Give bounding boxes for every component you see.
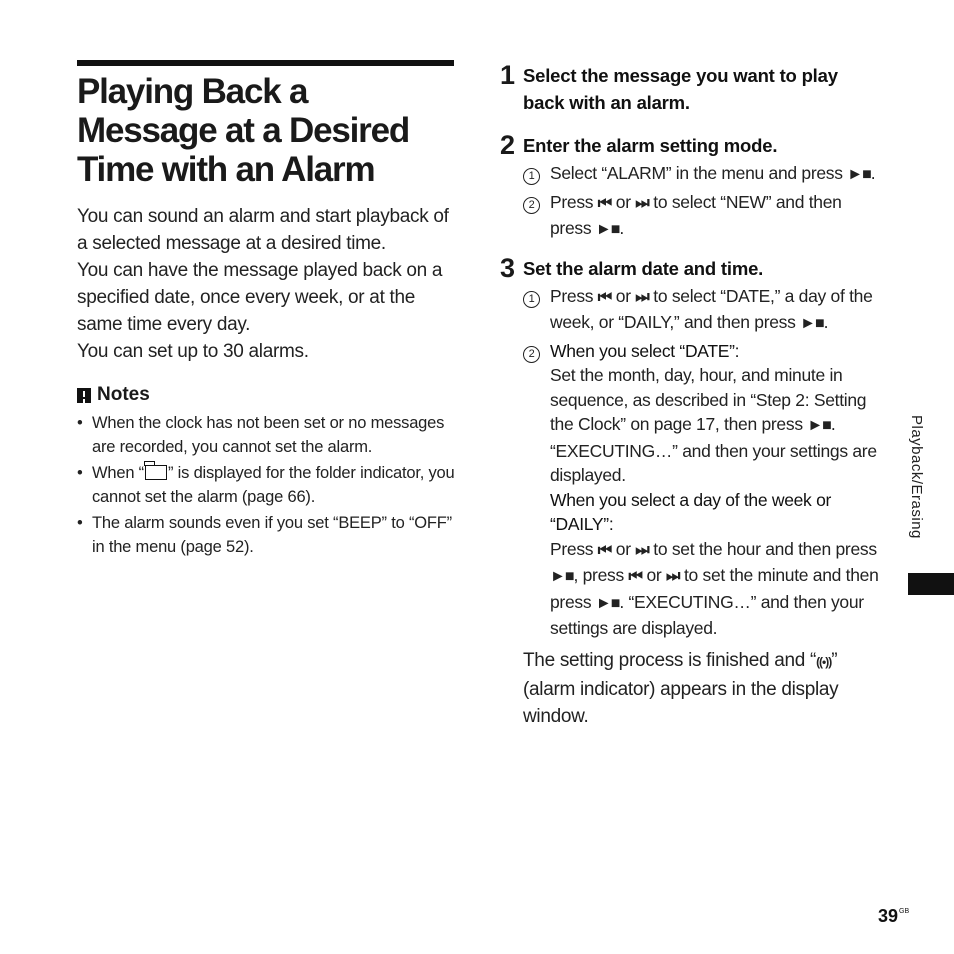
note-item — [77, 412, 457, 459]
note-item — [77, 462, 457, 509]
closing-text — [523, 647, 880, 730]
note-text: ” is displayed for the folder indicator, you cannot set the alarm (page 66). — [92, 464, 455, 506]
left-column — [77, 60, 457, 562]
step-3-substeps — [523, 284, 880, 641]
notes-list — [77, 412, 457, 559]
page-suffix: GB — [899, 908, 910, 915]
closing-text-part: ” (alarm indicator) appears in the display window. — [523, 649, 839, 727]
substep-marker — [523, 190, 550, 243]
substep-marker — [523, 161, 550, 188]
notes-heading — [77, 384, 457, 406]
substep-text: or — [615, 191, 631, 212]
substep — [523, 190, 880, 243]
substep — [523, 284, 880, 337]
substep-number: 2 — [523, 346, 540, 363]
substep-text: or — [615, 538, 631, 559]
substep-text: to select “DATE,” a day of the week, or “DAILY,” and then press — [550, 285, 873, 332]
substep — [523, 161, 880, 188]
play-stop-icon: ►■ — [550, 568, 574, 585]
substep-paragraph — [550, 363, 880, 488]
substep-text: , press — [573, 565, 624, 585]
right-column — [500, 62, 880, 730]
next-track-icon: ⏭ — [665, 568, 680, 585]
step-2 — [500, 132, 880, 159]
substep-marker — [523, 339, 550, 641]
closing-text-part: The setting process is finished and “ — [523, 649, 817, 671]
substep-text: Set the month, day, hour, and minute in sequence, as described in “Step 2: Setting the Clock” on page 17, then press — [550, 365, 867, 434]
substep-body — [550, 339, 880, 641]
substep-text: or — [615, 285, 631, 306]
substep-text: Press — [550, 191, 594, 212]
step-number: 1 — [500, 60, 516, 90]
alarm-indicator-icon: ((•)) — [816, 654, 832, 669]
section-tab-marker — [908, 573, 954, 595]
intro-text — [77, 203, 457, 365]
substep-text: . “EXECUTING…” and then your settings are displayed. — [550, 414, 877, 485]
previous-track-icon: ⏮ — [597, 541, 612, 559]
substep-number: 2 — [523, 197, 540, 214]
step-number: 3 — [500, 252, 516, 283]
note-text: When “ — [92, 464, 144, 482]
step-1 — [500, 62, 880, 116]
substep-body: Press ⏮ or ⏭ to select “DATE,” a day of the week, or “DAILY,” and then press ►■. — [550, 285, 873, 332]
substep-marker — [523, 284, 550, 337]
note-icon — [77, 388, 91, 403]
substep-text: Press — [550, 285, 594, 306]
step-2-substeps — [523, 161, 880, 243]
title-line-1: Playing Back a — [77, 72, 308, 111]
play-stop-icon: ►■ — [595, 221, 620, 238]
play-stop-icon: ►■ — [800, 315, 824, 332]
substep-text: . “EXECUTING…” and then your settings are displayed. — [550, 591, 864, 638]
play-stop-icon: ►■ — [847, 166, 871, 183]
note-text: When the clock has not been set or no messages are recorded, you cannot set the alarm. — [92, 414, 445, 456]
note-text: The alarm sounds even if you set “BEEP” to “OFF” in the menu (page 52). — [92, 514, 452, 556]
folder-icon — [145, 465, 167, 480]
substep-heading: When you select “DATE”: — [550, 340, 740, 361]
previous-track-icon: ⏮ — [597, 194, 612, 212]
substep-body: Press ⏮ or ⏭ to select “NEW” and then press ►■. — [550, 191, 842, 238]
title-line-3: Time with an Alarm — [77, 150, 375, 189]
substep-number: 1 — [523, 291, 540, 308]
substep-text: to set the minute and then press — [550, 565, 879, 612]
notes-heading-label: Notes — [97, 384, 150, 405]
intro-paragraph-1: You can sound an alarm and start playback of a selected message at a desired time. — [77, 206, 449, 254]
step-title: Set the alarm date and time. — [523, 257, 764, 279]
page-number-value: 39 — [878, 906, 899, 926]
page-title — [77, 72, 457, 189]
intro-paragraph-2: You can have the message played back on a specified date, once every week, or at the same time every day. — [77, 260, 443, 335]
step-title: Enter the alarm setting mode. — [523, 135, 778, 156]
previous-track-icon: ⏮ — [597, 288, 612, 306]
substep-text: to select “NEW” and then press — [550, 191, 842, 238]
substep — [523, 339, 880, 641]
next-track-icon: ⏭ — [635, 288, 649, 306]
substep-text: to set the hour and then press — [653, 538, 877, 559]
play-stop-icon: ►■ — [807, 417, 831, 434]
page-number — [878, 906, 909, 927]
substep-number: 1 — [523, 168, 540, 185]
substep-body: Select “ALARM” in the menu and press ►■. — [550, 163, 876, 183]
title-rule — [77, 60, 454, 66]
section-side-label: Playback/Erasing — [908, 415, 925, 539]
play-stop-icon: ►■ — [595, 594, 620, 612]
substep-heading: When you select a day of the week or “DAILY”: — [550, 489, 832, 534]
substep-text: Select “ALARM” in the menu and press — [550, 163, 843, 183]
substep-paragraph — [550, 537, 880, 641]
next-track-icon: ⏭ — [635, 194, 649, 212]
note-item — [77, 512, 457, 559]
step-number: 2 — [500, 130, 516, 160]
step-title: Select the message you want to play back with an alarm. — [523, 65, 838, 113]
substep-text: Press — [550, 538, 594, 559]
previous-track-icon: ⏮ — [628, 568, 642, 585]
substep-text: or — [646, 565, 662, 585]
next-track-icon: ⏭ — [635, 541, 649, 559]
intro-paragraph-3: You can set up to 30 alarms. — [77, 341, 309, 362]
title-line-2: Message at a Desired — [77, 111, 410, 150]
step-3 — [500, 252, 880, 283]
